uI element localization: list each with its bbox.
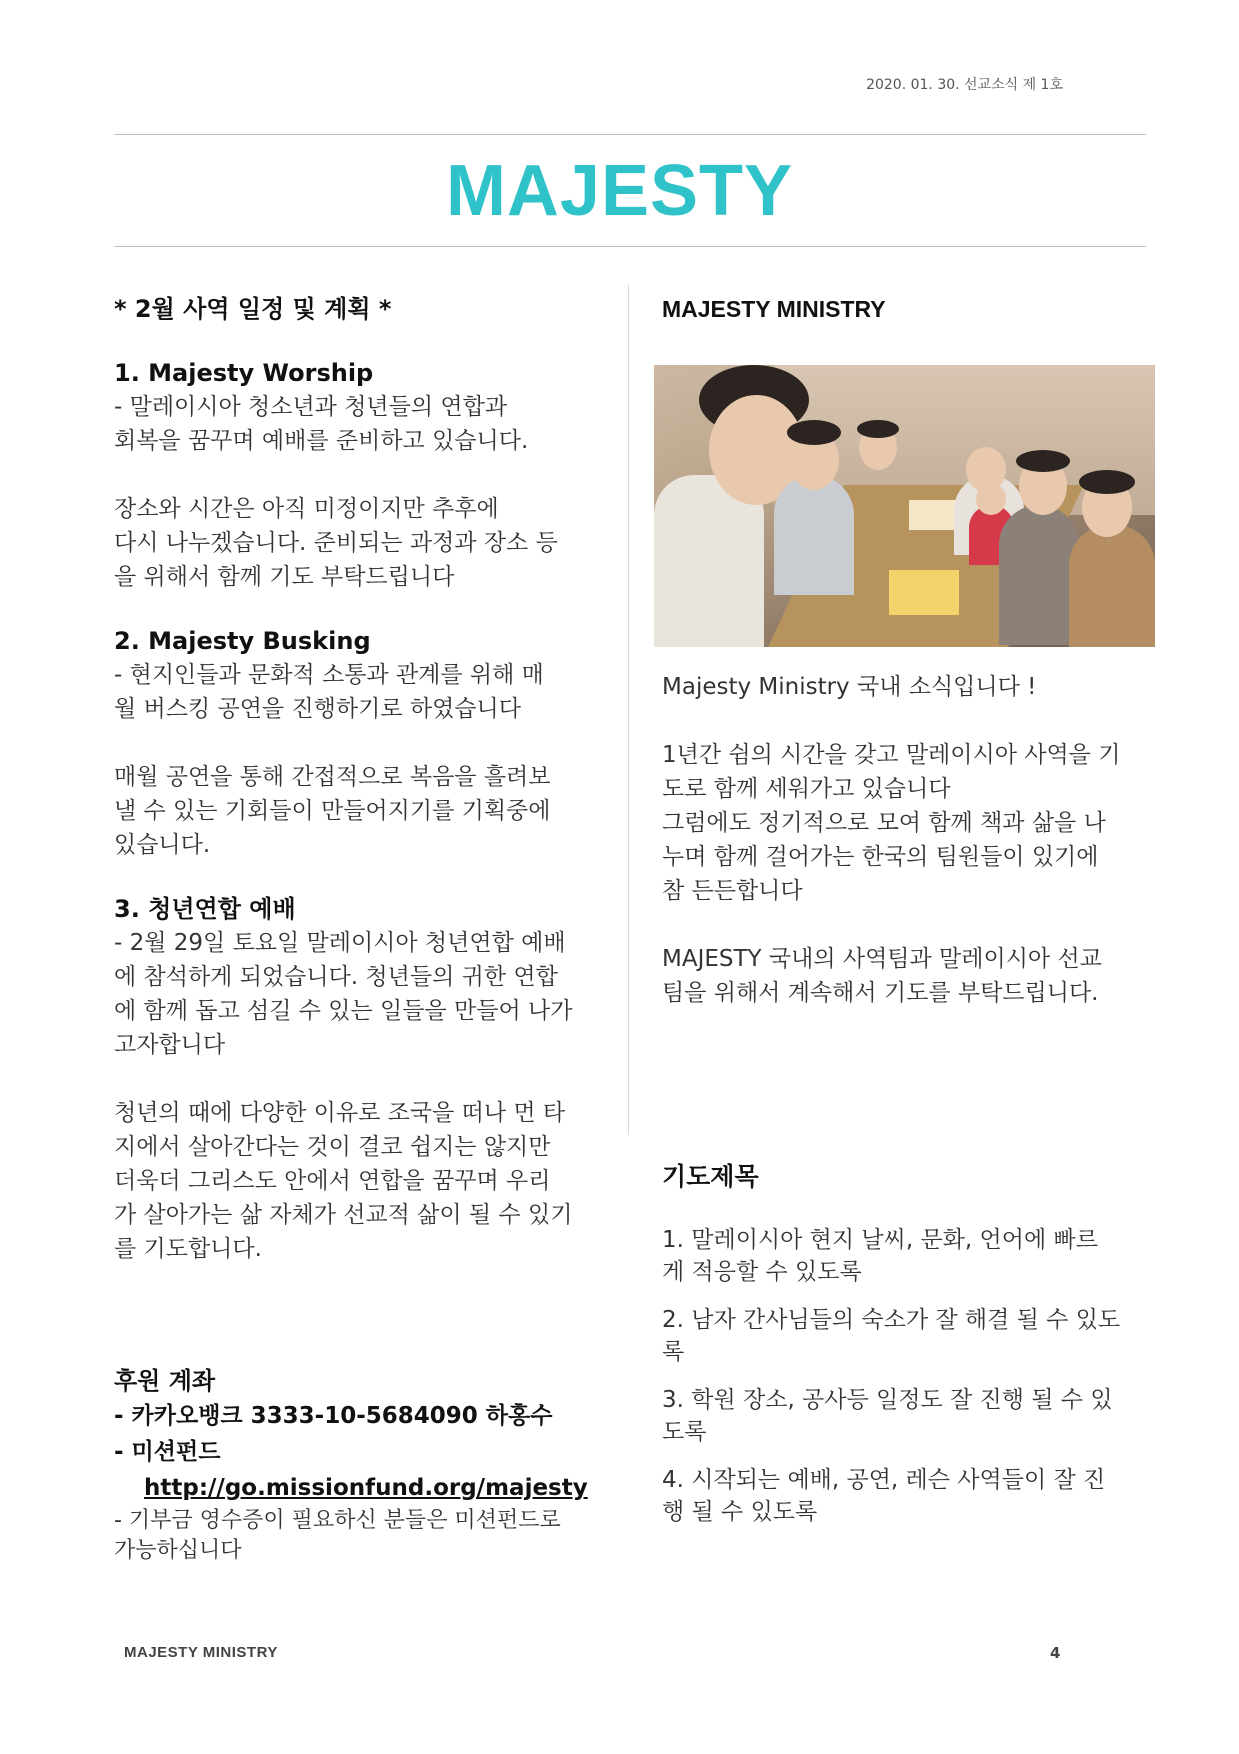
person-body — [774, 475, 854, 595]
link-wrapper — [114, 1470, 604, 1506]
mission-fund: - 미션펀드 — [114, 1439, 221, 1465]
person-hair — [857, 420, 899, 438]
masthead-title: MAJESTY — [445, 151, 794, 231]
column-divider — [628, 285, 629, 1135]
child-face — [976, 483, 1006, 515]
donation-heading: 후원 계좌 — [114, 1367, 216, 1395]
bank-account: - 카카오뱅크 3333-10-5684090 하홍수 — [114, 1403, 553, 1429]
person-body — [1069, 525, 1155, 647]
group-photo — [654, 365, 1155, 647]
top-rule — [114, 134, 1146, 135]
section-youth-worship — [114, 892, 604, 1266]
footer-page-number: 4 — [1050, 1644, 1061, 1662]
prayer-item: 1. 말레이시아 현지 날씨, 문화, 언어에 빠르 게 적응할 수 있도록 — [662, 1227, 1098, 1285]
masthead-rule — [114, 246, 1146, 247]
section-busking — [114, 624, 604, 862]
section-paragraph: - 2월 29일 토요일 말레이시아 청년연합 예배 에 참석하게 되었습니다. 청년들의 귀한 연합 에 함께 돕고 섬길 수 있는 일들을 만들어 나가 고자합니다 — [114, 930, 573, 1058]
footer-ministry-name: MAJESTY MINISTRY — [124, 1644, 278, 1661]
left-column — [114, 292, 604, 1566]
section-paragraph: - 말레이시아 청소년과 청년들의 연합과 회복을 꿈꾸며 예배를 준비하고 있습니다. — [114, 394, 529, 454]
section-heading: 3. 청년연합 예배 — [114, 895, 296, 923]
prayer-item: 3. 학원 장소, 공사등 일정도 잘 진행 될 수 있 도록 — [662, 1387, 1113, 1445]
prayer-item: 4. 시작되는 예배, 공연, 레슨 사역들이 잘 진 행 될 수 있도록 — [662, 1467, 1106, 1525]
section-heading: 1. Majesty Worship — [114, 359, 374, 387]
donation-section — [114, 1364, 604, 1566]
header-meta: 2020. 01. 30. 선교소식 제 1호 — [866, 77, 1063, 93]
person-body — [999, 505, 1079, 645]
section-heading: 2. Majesty Busking — [114, 627, 371, 655]
right-column — [662, 292, 1152, 326]
prayer-item: 2. 남자 간사님들의 숙소가 잘 해결 될 수 있도 록 — [662, 1307, 1121, 1365]
prayer-request: MAJESTY 국내의 사역팀과 말레이시아 선교 팀을 위해서 계속해서 기도를 부탁드립니다. — [662, 946, 1102, 1006]
ministry-title: MAJESTY MINISTRY — [662, 296, 886, 322]
missionfund-link[interactable]: http://go.missionfund.org/majesty — [144, 1475, 588, 1501]
prayer-list — [662, 1224, 1152, 1528]
person-hair — [787, 420, 841, 445]
person-hair — [1016, 450, 1070, 472]
ministry-intro: Majesty Ministry 국내 소식입니다 ! — [662, 674, 1037, 700]
ministry-news: 1년간 쉼의 시간을 갖고 말레이시아 사역을 기 도로 함께 세워가고 있습니다 그럼에도 정기적으로 모여 함께 책과 삶을 나 누며 함께 걸어가는 한국의 팀원들이 있기에 참 든든합니다 — [662, 742, 1121, 904]
section-paragraph: - 현지인들과 문화적 소통과 관계를 위해 매 월 버스킹 공연을 진행하기로 하였습니다 — [114, 662, 544, 722]
prayer-section — [662, 1160, 1152, 1544]
section-paragraph: 매월 공연을 통해 간접적으로 복음을 흘려보 낼 수 있는 기회들이 만들어지기를 기획중에 있습니다. — [114, 764, 551, 858]
prayer-title: 기도제목 — [662, 1162, 759, 1191]
food-box — [909, 500, 959, 530]
food-box — [889, 570, 959, 615]
schedule-title: * 2월 사역 일정 및 계획 * — [114, 295, 392, 323]
right-column-body — [662, 670, 1152, 1010]
person-hair — [1079, 470, 1135, 494]
section-paragraph: 장소와 시간은 아직 미정이지만 추후에 다시 나누겠습니다. 준비되는 과정과 장소 등 을 위해서 함께 기도 부탁드립니다 — [114, 496, 558, 590]
section-worship — [114, 356, 604, 594]
section-paragraph: 청년의 때에 다양한 이유로 조국을 떠나 먼 타 지에서 살아간다는 것이 결코 쉽지는 않지만 더욱더 그리스도 안에서 연합을 꿈꾸며 우리 가 살아가는 삶 자체가 선교적 삶이 될 수 있기 를 기도합니다. — [114, 1100, 573, 1262]
receipt-note: - 기부금 영수증이 필요하신 분들은 미션펀드로 가능하십니다 — [114, 1508, 561, 1563]
